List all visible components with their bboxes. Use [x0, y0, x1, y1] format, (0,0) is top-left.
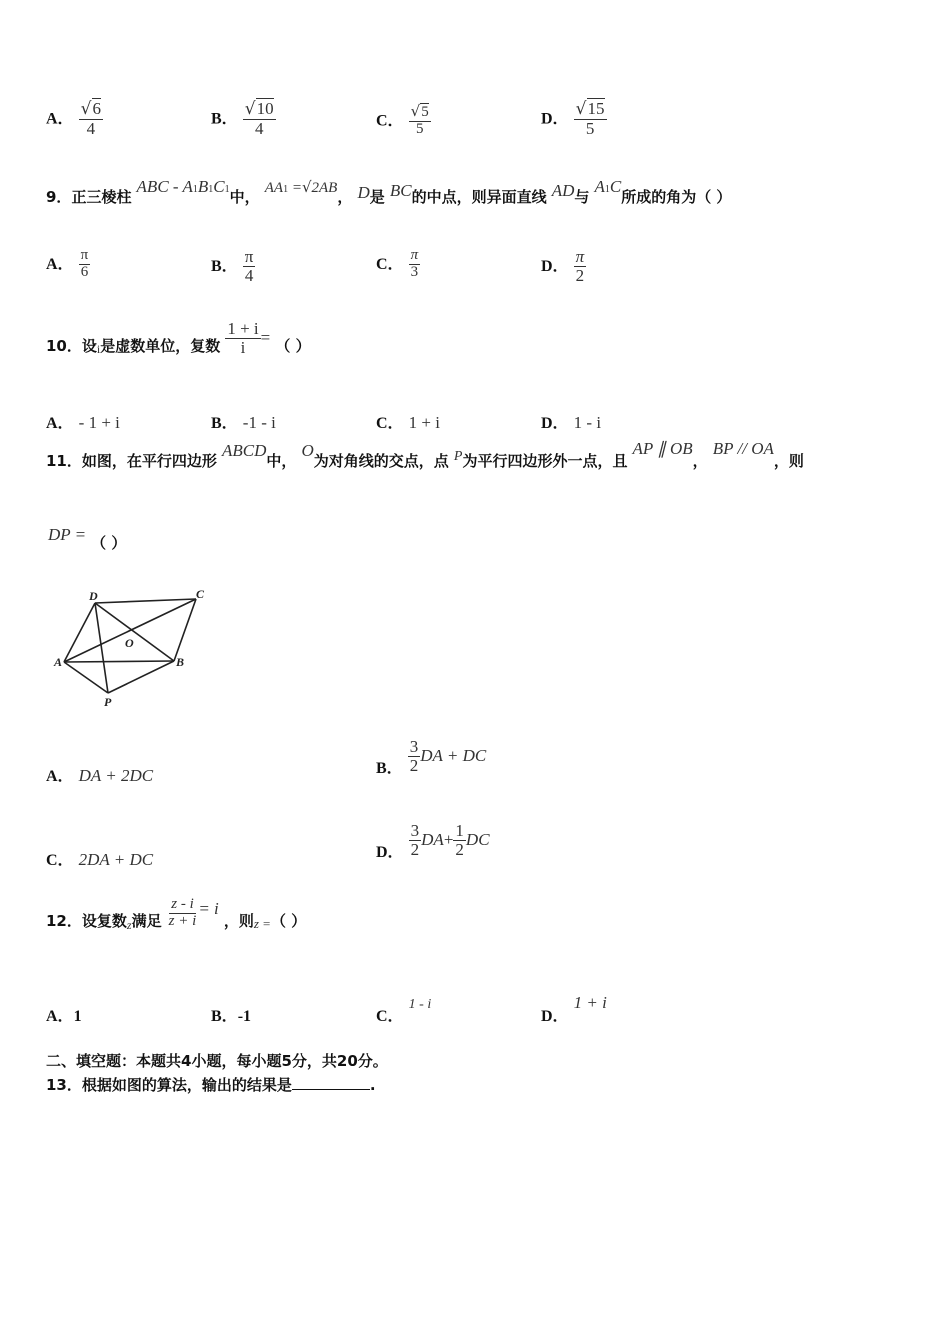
diag-db: [95, 603, 174, 661]
q9-stem: 9．正三棱柱 ABC - A1B1C1中， AA1 =√2AB， D是 BC的中点，则异面直线 AD与 A1C所成的角为（ ）: [46, 177, 732, 206]
q9-aa-eq: AA1 =√2AB: [264, 178, 338, 196]
parallelogram-figure: [50, 585, 220, 710]
q13-stem: 13．根据如图的算法，输出的结果是 .: [46, 1076, 376, 1094]
q9-a1c: A1C: [594, 177, 622, 196]
line-bp: [108, 661, 174, 693]
q11-stem: 11．如图，在平行四边形 ABCD中， O为对角线的交点，点 P为平行四边形外一点，且 AP ∥ OB， BP // OA，则: [46, 439, 804, 470]
q8-option-b: B． $\frac{√10}{4}$: [211, 99, 274, 138]
q8-c-fraction: $\frac{√5}{5}$: [410, 102, 429, 137]
q12-stem: 12．设复数z满足 $\frac{z - i}{z + i}$ = i ，则z =（ ）: [46, 896, 307, 932]
label-a: A: [54, 655, 63, 669]
line-dp: [95, 603, 108, 693]
q8-option-d: D． $\frac{√15}{5}$: [541, 99, 605, 138]
q9-option-d: D． $\frac{\pi}{2}$: [541, 247, 585, 285]
answer-blank[interactable]: [292, 1075, 370, 1090]
q8-d-fraction: $\frac{√15}{5}$: [575, 99, 605, 138]
q8-b-fraction: $\frac{√10}{4}$: [244, 99, 274, 138]
edge-ad: [64, 603, 95, 662]
q11-option-c: C． 2DA + DC: [46, 850, 154, 869]
q9-prism: ABC - A1B1C1: [136, 177, 230, 196]
label-b: B: [176, 655, 185, 669]
line-ap: [64, 662, 108, 693]
q9-option-b: B． $\frac{\pi}{4}$: [211, 247, 254, 285]
q9-option-a: A． $\frac{\pi}{6}$: [46, 247, 89, 280]
q8-a-fraction: $\frac{√6}{4}$: [80, 99, 101, 138]
q12-option-d: D． 1 + i: [541, 993, 607, 1025]
label-c: C: [196, 587, 205, 601]
edge-dc: [95, 599, 196, 603]
q10-option-d: D． 1 - i: [541, 413, 602, 432]
q12-option-c: C． 1 - i: [376, 997, 432, 1025]
q9-option-c: C． $\frac{\pi}{3}$: [376, 247, 419, 280]
q11-dp: DP = （ ）: [48, 525, 127, 552]
q12-option-b: B．-1: [211, 1008, 252, 1025]
q10-option-c: C． 1 + i: [376, 413, 440, 432]
label-o: O: [125, 636, 134, 650]
q12-option-a: A．1: [46, 1008, 82, 1025]
q10-option-a: A． - 1 + i: [46, 413, 120, 432]
q10-fraction: $\frac{1 + i}{i}$: [227, 319, 259, 357]
label-d: D: [89, 589, 98, 603]
label-p: P: [104, 695, 112, 709]
q11-option-a: A． DA + 2DC: [46, 766, 154, 785]
q8-option-a: A． $\frac{√6}{4}$: [46, 99, 101, 138]
q12-fraction: $\frac{z - i}{z + i}$: [168, 896, 197, 929]
q10-option-b: B． -1 - i: [211, 413, 276, 432]
q8-option-c: C． $\frac{√5}{5}$: [376, 102, 429, 137]
q11-option-b: B． $\frac{3}{2}$ DA + DC: [376, 737, 487, 777]
edge-ba: [64, 661, 174, 662]
q11-option-d: D． $\frac{3}{2}$ DA+ $\frac{1}{2}$ DC: [376, 821, 490, 861]
q10-stem: 10．设i是虚数单位，复数 $\frac{1 + i}{i}$ = （ ）: [46, 319, 311, 357]
section-heading: 二、填空题：本题共4小题，每小题5分，共20分。: [46, 1052, 388, 1070]
